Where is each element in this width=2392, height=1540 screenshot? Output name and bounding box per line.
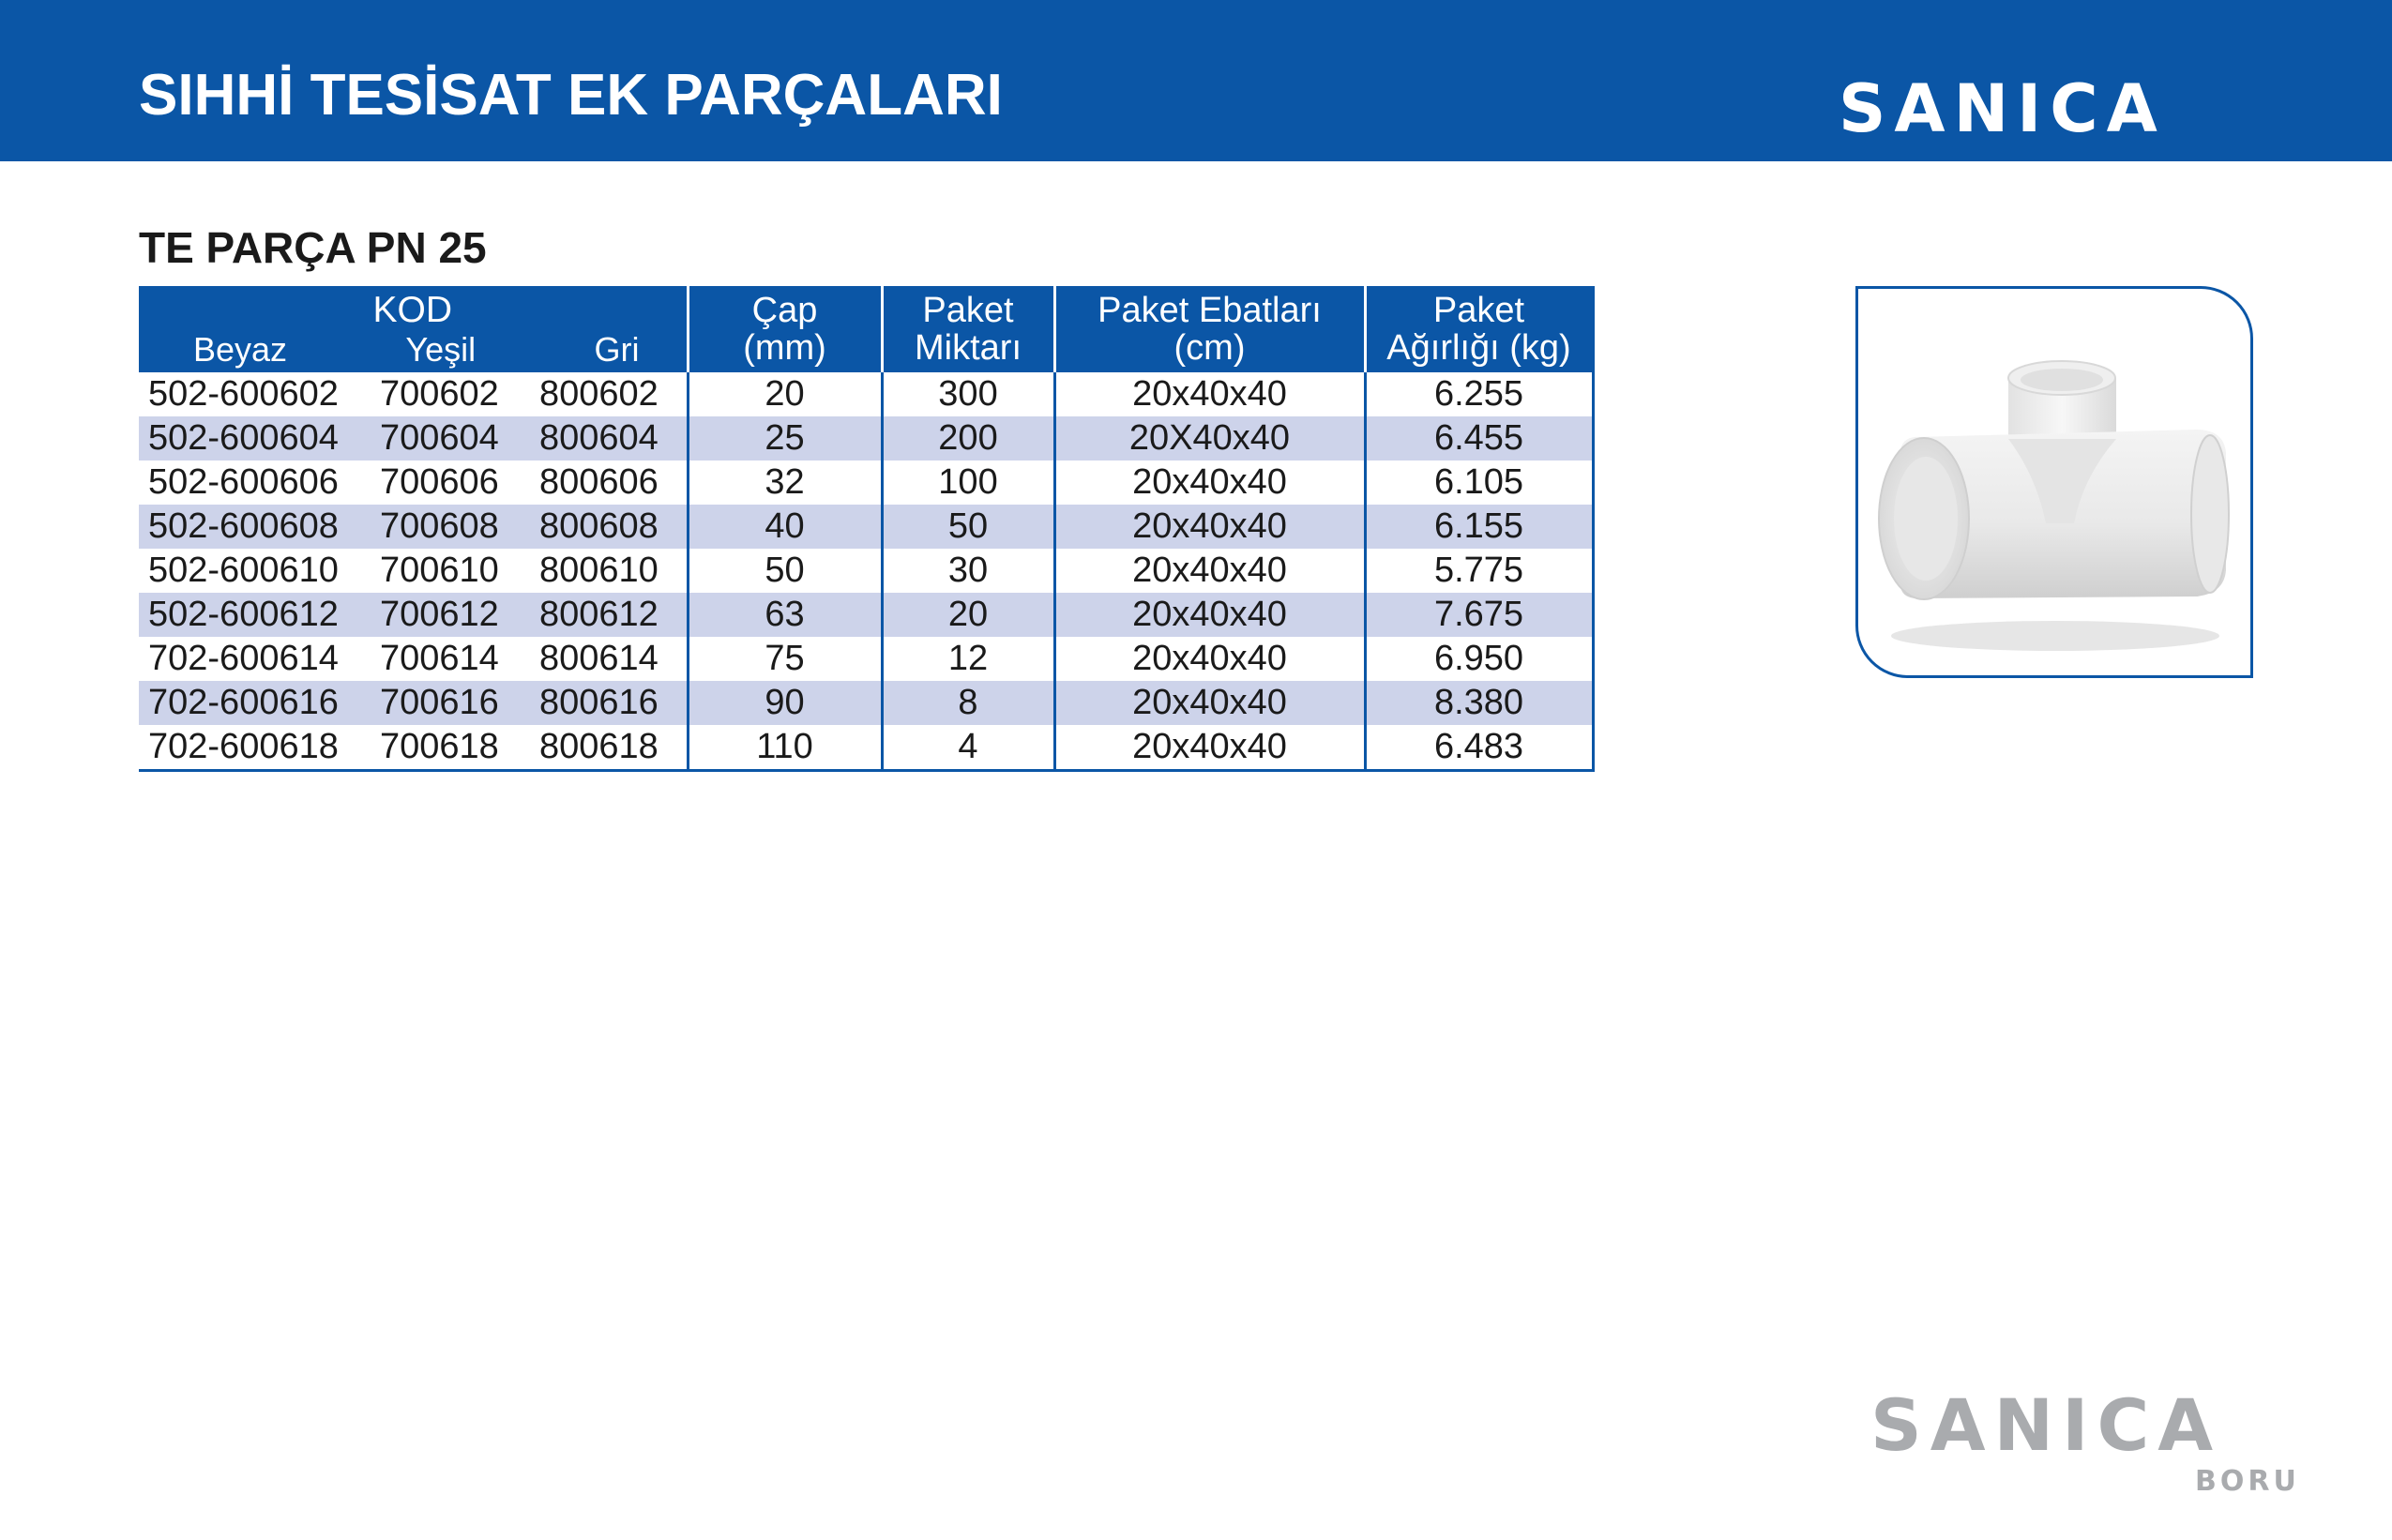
cell-beyaz: 702-600614 [148, 639, 339, 678]
page-header [0, 0, 2392, 161]
table-row [139, 460, 1593, 505]
brand-logo-footer: SANICA [1870, 1383, 2222, 1467]
page-title: SIHHİ TESİSAT EK PARÇALARI [139, 63, 1003, 128]
section-title: TE PARÇA PN 25 [139, 223, 487, 272]
cell-agirlik: 7.675 [1365, 593, 1593, 637]
cell-miktar: 12 [882, 637, 1054, 681]
cell-gri: 800606 [528, 460, 688, 505]
cell-yesil: 700614 [380, 639, 499, 678]
cell-yesil: 700610 [380, 551, 499, 590]
cell-beyaz: 502-600606 [148, 462, 339, 502]
cell-miktar: 20 [882, 593, 1054, 637]
cell-miktar: 50 [882, 505, 1054, 549]
cell-cap: 40 [688, 505, 882, 549]
cell-cap: 63 [688, 593, 882, 637]
cell-ebat: 20x40x40 [1054, 460, 1365, 505]
product-table [139, 286, 1595, 772]
table-row [139, 725, 1593, 771]
cell-agirlik: 6.255 [1365, 372, 1593, 416]
cell-beyaz: 502-600612 [139, 593, 369, 637]
cell-cap: 110 [688, 725, 882, 771]
cell-yesil: 700606 [380, 462, 499, 502]
cell-ebat: 20x40x40 [1054, 549, 1365, 593]
cell-yesil: 700618 [369, 725, 528, 771]
cell-agirlik: 5.775 [1365, 549, 1593, 593]
cell-miktar: 8 [882, 681, 1054, 725]
product-image-frame [1855, 286, 2253, 678]
header-kod [139, 286, 688, 372]
cell-yesil: 700608 [369, 505, 528, 549]
cell-ebat: 20x40x40 [1054, 593, 1365, 637]
header-cap-line1: Çap [751, 291, 818, 330]
table-row [139, 549, 1593, 593]
table-row [139, 372, 1593, 416]
cell-beyaz: 702-600618 [139, 725, 369, 771]
cell-miktar: 100 [882, 460, 1054, 505]
cell-yesil: 700616 [369, 681, 528, 725]
header-yesil: Yeşil [405, 330, 477, 369]
header-cap-line2: (mm) [743, 328, 826, 368]
cell-gri: 800612 [528, 593, 688, 637]
header-gri: Gri [594, 330, 640, 369]
cell-ebat: 20x40x40 [1054, 372, 1365, 416]
cell-beyaz: 502-600610 [148, 551, 339, 590]
header-kod-label: KOD [372, 290, 452, 330]
cell-ebat: 20x40x40 [1054, 505, 1365, 549]
table-row [139, 593, 1593, 637]
cell-cap: 20 [688, 372, 882, 416]
brand-logo-header: SANICA [1839, 70, 2166, 147]
tee-fitting-icon [1858, 289, 2250, 675]
cell-beyaz: 502-600602 [148, 374, 339, 414]
header-paket-agirligi-line2: Ağırlığı (kg) [1386, 328, 1571, 368]
cell-beyaz: 502-600604 [139, 416, 369, 460]
cell-cap: 75 [688, 637, 882, 681]
table-row [139, 637, 1593, 681]
cell-yesil: 700604 [369, 416, 528, 460]
cell-gri: 800616 [528, 681, 688, 725]
cell-beyaz: 502-600608 [139, 505, 369, 549]
header-paket-miktari-line2: Miktarı [915, 328, 1022, 368]
table-row [139, 681, 1593, 725]
table-header-row [139, 286, 1593, 372]
header-paket-ebatlari-line1: Paket Ebatları [1098, 291, 1322, 330]
table-row [139, 505, 1593, 549]
cell-miktar: 30 [882, 549, 1054, 593]
cell-cap: 25 [688, 416, 882, 460]
cell-ebat: 20X40x40 [1054, 416, 1365, 460]
cell-agirlik: 6.950 [1365, 637, 1593, 681]
cell-miktar: 200 [882, 416, 1054, 460]
cell-miktar: 300 [882, 372, 1054, 416]
header-paket-miktari [882, 286, 1054, 372]
cell-yesil: 700602 [380, 374, 499, 414]
cell-miktar: 4 [882, 725, 1054, 771]
cell-gri: 800608 [528, 505, 688, 549]
header-paket-ebatlari [1054, 286, 1365, 372]
cell-agirlik: 6.105 [1365, 460, 1593, 505]
cell-ebat: 20x40x40 [1054, 681, 1365, 725]
cell-yesil: 700612 [369, 593, 528, 637]
header-paket-agirligi-line1: Paket [1432, 291, 1525, 330]
cell-ebat: 20x40x40 [1054, 637, 1365, 681]
cell-gri: 800602 [528, 372, 688, 416]
cell-cap: 32 [688, 460, 882, 505]
cell-agirlik: 6.483 [1365, 725, 1593, 771]
header-paket-ebatlari-line2: (cm) [1173, 328, 1246, 368]
cell-gri: 800610 [528, 549, 688, 593]
header-cap [688, 286, 882, 372]
cell-agirlik: 6.455 [1365, 416, 1593, 460]
cell-gri: 800604 [528, 416, 688, 460]
brand-logo-footer-sub: BORU [2195, 1465, 2300, 1498]
cell-cap: 50 [688, 549, 882, 593]
cell-agirlik: 6.155 [1365, 505, 1593, 549]
header-beyaz: Beyaz [193, 330, 288, 369]
table-row [139, 416, 1593, 460]
cell-cap: 90 [688, 681, 882, 725]
header-paket-miktari-line1: Paket [922, 291, 1014, 330]
cell-agirlik: 8.380 [1365, 681, 1593, 725]
cell-gri: 800618 [528, 725, 688, 771]
cell-ebat: 20x40x40 [1054, 725, 1365, 771]
cell-gri: 800614 [528, 637, 688, 681]
header-kod-sublabels [139, 331, 687, 369]
header-paket-agirligi [1365, 286, 1593, 372]
cell-beyaz: 702-600616 [139, 681, 369, 725]
